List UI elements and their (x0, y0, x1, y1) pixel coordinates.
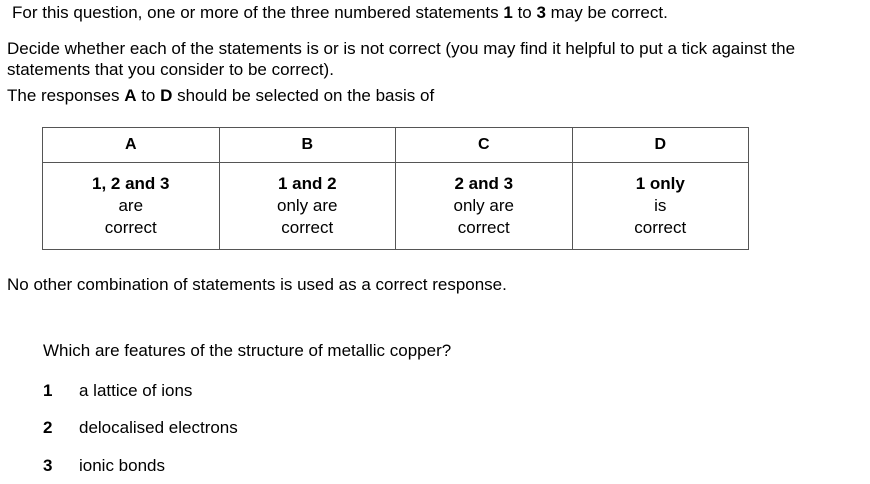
key-cell-c-line3: correct (457, 218, 510, 237)
response-key-table (42, 127, 749, 250)
key-cell-d-line3: correct (634, 218, 687, 237)
statement-1-number: 1 (43, 381, 53, 400)
responses-intro: The responses A to D should be selected on the basis of (7, 86, 435, 105)
key-header-row (43, 128, 749, 163)
key-cell-b-line2: only are (277, 196, 338, 215)
key-header-d: D (572, 128, 749, 163)
key-header-a: A (43, 128, 220, 163)
key-cell-b (219, 163, 396, 250)
no-combination-note: No other combination of statements is used as a correct response. (7, 275, 507, 294)
key-cell-a-line3: correct (104, 218, 157, 237)
key-cell-b-line3: correct (281, 218, 334, 237)
key-cell-d-line2: is (654, 196, 667, 215)
statement-2-text: delocalised electrons (79, 418, 238, 437)
key-header-c: C (396, 128, 573, 163)
key-body-row (43, 163, 749, 250)
key-cell-c-line2: only are (453, 196, 514, 215)
statement-2-number: 2 (43, 418, 53, 437)
statement-1-text: a lattice of ions (79, 381, 193, 400)
question-text: Which are features of the structure of metallic copper? (43, 341, 452, 360)
key-cell-d-line1: 1 only (635, 174, 685, 193)
key-cell-b-line1: 1 and 2 (277, 174, 337, 193)
statement-3-number: 3 (43, 456, 53, 475)
key-cell-d (572, 163, 749, 250)
key-cell-c-line1: 2 and 3 (454, 174, 514, 193)
intro-text: For this question, one or more of the three numbered statements 1 to 3 may be correct. (12, 3, 668, 22)
key-cell-a-line1: 1, 2 and 3 (92, 174, 170, 193)
key-header-b: B (219, 128, 396, 163)
statement-3-text: ionic bonds (79, 456, 166, 475)
key-cell-a (43, 163, 220, 250)
instruction-text: Decide whether each of the statements is or is not correct (you may find it helpful to put a tick against the statements that you consider to be correct). (7, 39, 796, 79)
key-cell-c (396, 163, 573, 250)
key-cell-a-line2: are (118, 196, 144, 215)
